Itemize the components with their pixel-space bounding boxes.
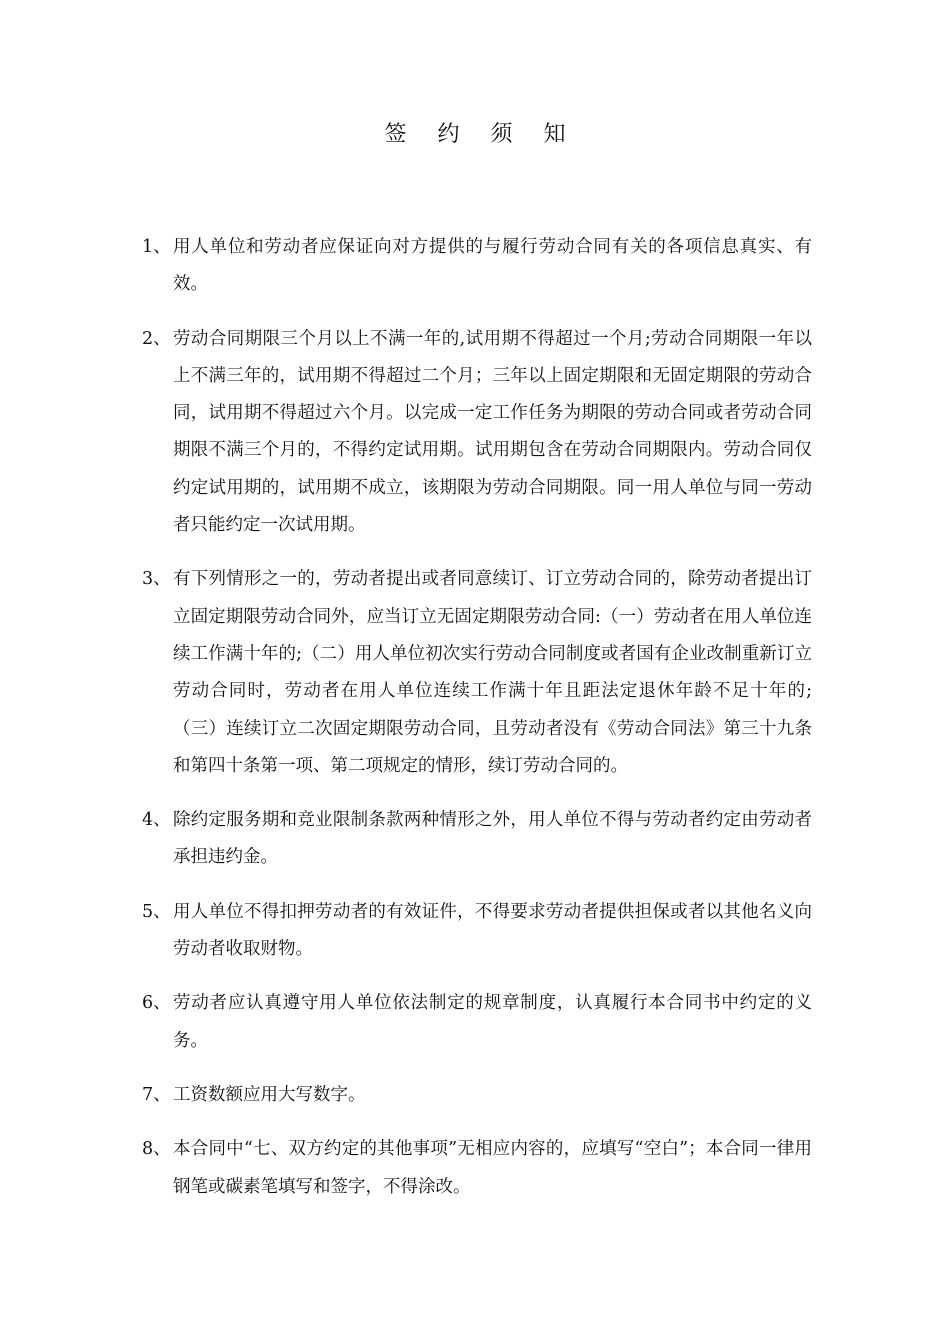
list-item	[142, 985, 812, 1060]
item-text: 工资数额应用大写数字。	[173, 1084, 366, 1105]
item-text: 劳动合同期限三个月以上不满一年的,试用期不得超过一个月;劳动合同期限一年以上不满三年的，试用期不得超过二个月；三年以上固定期限和无固定期限的劳动合同，试用期不得超过六个月。以完成一定工作任务为期限的劳动合同或者劳动合同期限不满三个月的，不得约定试用期。试用期包含在劳动合同期限内。劳动合同仅约定试用期的，试用期不成立，该期限为劳动合同期限。同一用人单位与同一劳动者只能约定一次试用期。	[173, 328, 812, 536]
item-text: 用人单位不得扣押劳动者的有效证件，不得要求劳动者提供担保或者以其他名义向劳动者收取财物。	[173, 901, 812, 960]
item-text: 有下列情形之一的，劳动者提出或者同意续订、订立劳动合同的，除劳动者提出订立固定期限劳动合同外，应当订立无固定期限劳动合同:（一）劳动者在用人单位连续工作满十年的;（二）用人单位初次实行劳动合同制度或者国有企业改制重新订立劳动合同时，劳动者在用人单位连续工作满十年且距法定退休年龄不足十年的;（三）连续订立二次固定期限劳动合同，且劳动者没有《劳动合同法》第三十九条和第四十条第一项、第二项规定的情形，续订劳动合同的。	[173, 569, 812, 776]
item-text: 除约定服务期和竞业限制条款两种情形之外，用人单位不得与劳动者约定由劳动者承担违约金。	[173, 810, 812, 868]
item-number: 7、	[142, 1084, 171, 1105]
list-item	[142, 561, 812, 785]
item-number: 3、	[142, 569, 171, 590]
item-text: 劳动者应认真遵守用人单位依法制定的规章制度，认真履行本合同书中约定的义务。	[173, 993, 812, 1051]
list-item	[142, 321, 812, 545]
item-text: 本合同中“七、双方约定的其他事项”无相应内容的，应填写“空白”；本合同一律用钢笔或碳素笔填写和签字，不得涂改。	[173, 1139, 812, 1197]
document-title: 签 约 须 知	[384, 122, 578, 147]
notice-list	[142, 229, 812, 1223]
list-item	[142, 894, 812, 969]
item-number: 6、	[142, 993, 171, 1014]
item-number: 8、	[142, 1139, 171, 1160]
item-text: 用人单位和劳动者应保证向对方提供的与履行劳动合同有关的各项信息真实、有效。	[173, 237, 812, 295]
item-number: 1、	[142, 237, 171, 257]
list-item	[142, 1131, 812, 1206]
list-item	[142, 229, 812, 304]
list-item	[142, 802, 812, 877]
item-number: 2、	[142, 328, 171, 349]
list-item	[142, 1077, 812, 1114]
item-number: 4、	[142, 810, 171, 831]
item-number: 5、	[142, 901, 171, 922]
